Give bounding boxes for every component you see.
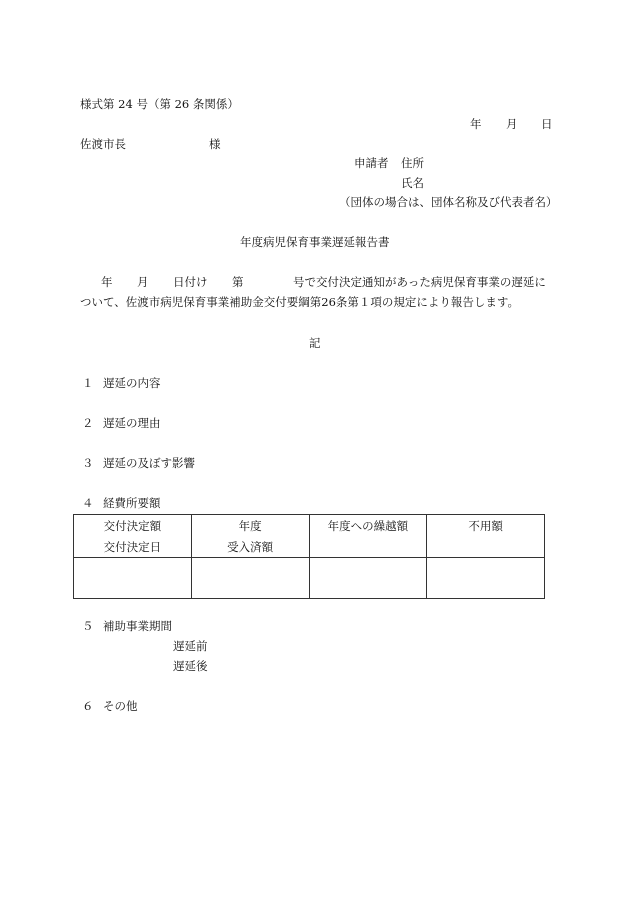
date-year: 年 [470,117,482,131]
item-label-delay-reason: 遅延の理由 [103,416,161,430]
table-header-cell [309,515,427,558]
table-cell[interactable] [191,558,309,599]
applicant-address-label: 住所 [401,156,424,170]
body-month: 月 [137,275,149,289]
ki-heading: 記 [309,336,321,350]
item-label-required-cost: 経費所要額 [103,496,161,510]
cost-table [73,514,545,599]
table-cell[interactable] [74,558,192,599]
addressee-honorific: 様 [209,137,221,151]
table-cell[interactable] [427,558,545,599]
header-unused-amount: 不用額 [468,519,503,533]
item-label-delay-impact: 遅延の及ぼす影響 [103,456,195,470]
item-number: ６ [82,699,94,713]
item-label-other: その他 [103,699,138,713]
item-number: ３ [82,456,94,470]
item-number: ２ [82,416,94,430]
table-header-row [74,515,545,558]
applicant-note: （団体の場合は、団体名称及び代表者名） [339,195,558,209]
body-year: 年 [101,275,113,289]
applicant-label: 申請者 [354,156,389,170]
form-number: 様式第 24 号（第 26 条関係） [80,97,239,111]
header-carryover-amount: 年度への繰越額 [327,519,409,533]
table-header-cell [427,515,545,558]
header-grant-amount: 交付決定額 [103,519,162,533]
period-after: 遅延後 [173,659,208,673]
item-number: ５ [82,619,94,633]
item-number: ４ [82,496,94,510]
item-label-project-period: 補助事業期間 [103,619,172,633]
table-cell[interactable] [309,558,427,599]
body-rest: 号で交付決定通知があった病児保育事業の遅延に [293,275,546,289]
item-number: １ [82,376,94,390]
addressee-name: 佐渡市長 [80,137,126,151]
table-header-cell [191,515,309,558]
header-grant-date: 交付決定日 [103,540,162,554]
table-row [74,558,545,599]
item-label-delay-content: 遅延の内容 [103,376,161,390]
date-day: 日 [541,117,553,131]
header-fiscal-year: 年度 [238,519,262,533]
body-line2: ついて、佐渡市病児保育事業補助金交付要綱第26条第１項の規定により報告します。 [80,295,519,309]
period-before: 遅延前 [173,639,208,653]
document-title: 年度病児保育事業遅延報告書 [240,235,390,249]
body-date: 日付け [173,275,208,289]
header-received-amount: 受入済額 [227,540,274,554]
date-month: 月 [506,117,518,131]
table-header-cell [74,515,192,558]
applicant-name-label: 氏名 [401,176,424,190]
body-dai: 第 [232,275,244,289]
